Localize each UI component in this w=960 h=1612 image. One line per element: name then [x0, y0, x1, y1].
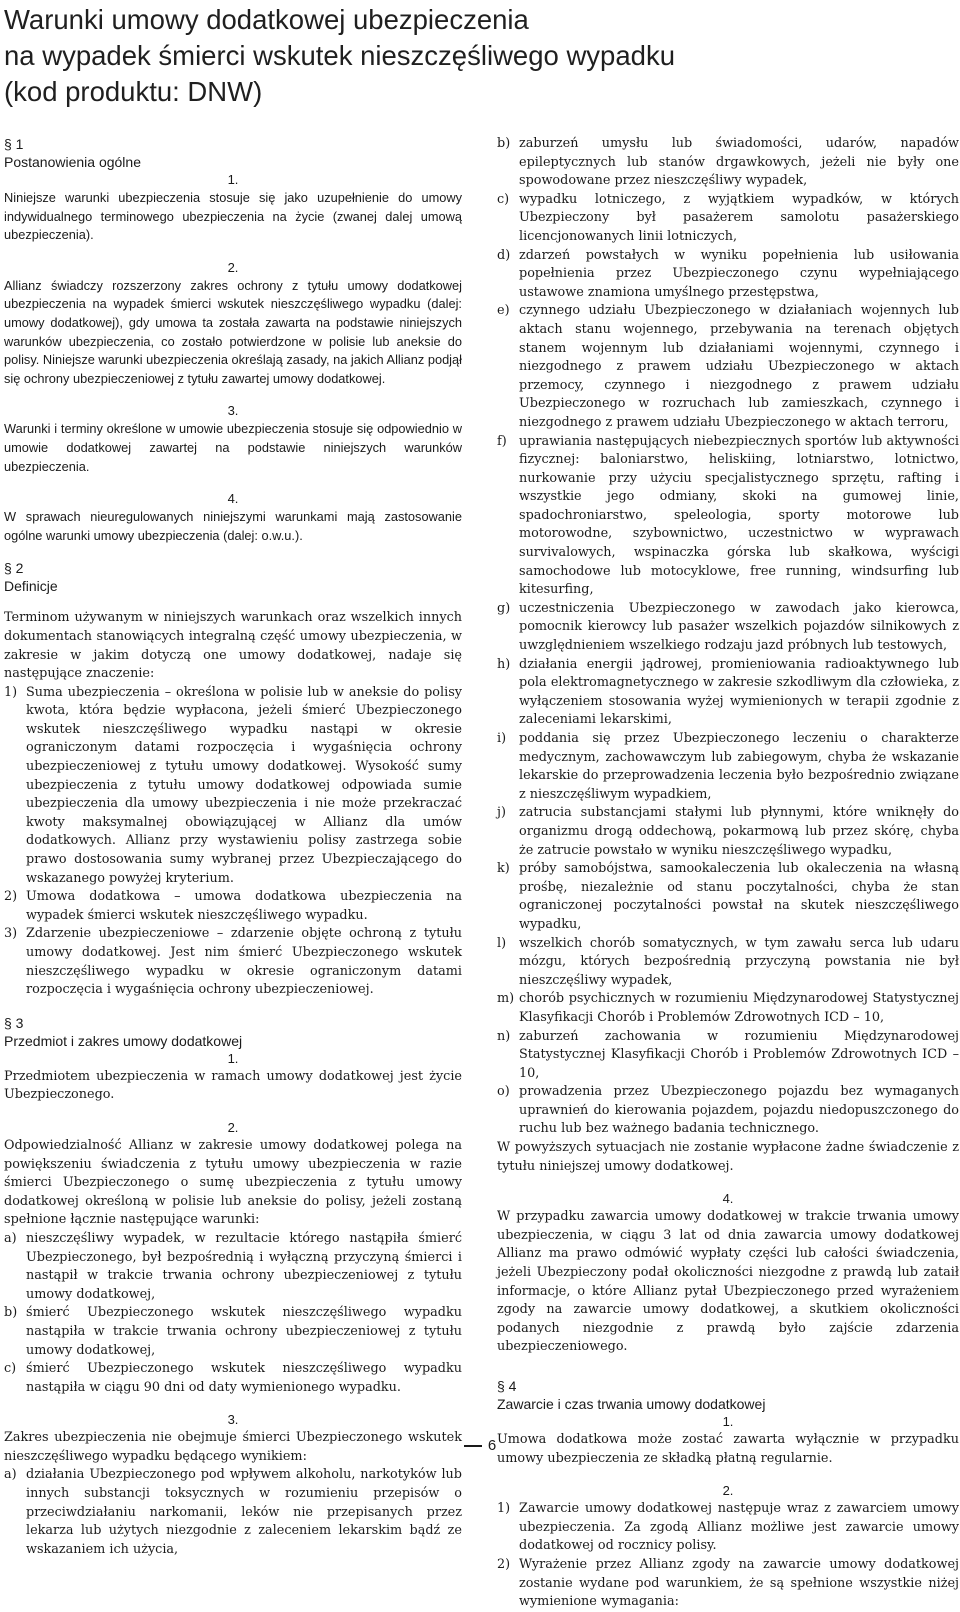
section-1-paragraph-1: Niniejsze warunki ubezpieczenia stosuje się jako uzupełnienie do umowy indywidualnego terminowego ubezpieczenia na życie (zwanej dalej umową ubezpieczenia). — [4, 190, 462, 243]
page-number: 6 — [487, 1437, 497, 1454]
item-text: Umowa dodatkowa – umowa dodatkowa ubezpieczenia na wypadek śmierci wskutek nieszczęśliwego wypadku. — [26, 889, 462, 923]
item-text: próby samobójstwa, samookaleczenia lub okaleczenia na własną prośbę, niezależnie od stanu poczytalności, chyba że stan ograniczonej poczytalności powstał na skutek nieszczęśliwego wypadku, — [519, 861, 959, 932]
condition-item — [4, 1360, 462, 1397]
section-4-number-2: 2. — [722, 1483, 734, 1499]
section-3-number-3: 3. — [227, 1412, 239, 1428]
exclusion-item — [497, 860, 959, 934]
exclusions-closing: W powyższych sytuacjach nie zostanie wypłacone żadne świadczenie z tytułu niniejszej umowy dodatkowej. — [497, 1140, 959, 1174]
item-text: zaburzeń zachowania w rozumieniu Międzynarodowej Statystycznej Klasyfikacji Chorób i Problemów Zdrowotnych ICD – 10, — [519, 1028, 959, 1081]
title-line-2: na wypadek śmierci wskutek nieszczęśliwego wypadku — [4, 40, 675, 71]
item-label: e) — [497, 303, 510, 319]
section-4-number-1: 1. — [722, 1414, 734, 1429]
right-column — [497, 135, 959, 1612]
section-4-title: Zawarcie i czas trwania umowy dodatkowej — [497, 1396, 766, 1412]
section-1-paragraph-2: Allianz świadczy rozszerzony zakres ochrony z tytułu umowy dodatkowej ubezpieczenia na wypadek śmierci wskutek nieszczęśliwego wypadku (dalej: umowy dodatkowej), gdy umowa ta została zawarta na podstawie niniejszych warunków ubezpieczenia, co zostało potwierdzone w polisie lub aneksie do polisy. Niniejsze warunki ubezpieczenia określają zasady, na jakich Allianz podjął się ochrony ubezpieczeniowej z tytułu zawartej umowy dodatkowej. — [4, 277, 462, 386]
section-4-paragraph-1: Umowa dodatkowa może zostać zawarta wyłącznie w przypadku umowy ubezpieczenia ze składką płatną regularnie. — [497, 1432, 959, 1466]
item-text: wypadku lotniczego, z wyjątkiem wypadków, w których Ubezpieczony był pasażerem samolotu pasażerskiego licencjonowanych linii lotniczych, — [519, 191, 959, 244]
item-text: nieszczęśliwy wypadek, w rezultacie którego nastąpiła śmierć Ubezpieczonego, był bezpośrednią i wyłączną przyczyną śmierci i nastąpił w trakcie trwania ochrony ubezpieczeniowej z tytułu umowy dodatkowej, — [26, 1230, 462, 1302]
item-label: 1) — [497, 1501, 511, 1517]
item-label: 3) — [4, 926, 18, 942]
item-text: poddania się przez Ubezpieczonego leczeniu o charakterze medycznym, zachowawczym lub zabiegowym, chyba że wskazanie lekarskie do przeprowadzenia leczenia było bezpośrednio związane z nieszczęśliwym wypadkiem, — [519, 731, 959, 802]
item-text: wszelkich chorób somatycznych, w tym zawału serca lub udaru mózgu, których bezpośrednią przyczyną powstania nie był nieszczęśliwy wypadek, — [519, 935, 959, 988]
section-3-title: Przedmiot i zakres umowy dodatkowej — [4, 1032, 243, 1049]
item-text: zaburzeń umysłu lub świadomości, udarów, napadów epileptycznych lub stanów drgawkowych, jeżeli nie były one spowodowane przez nieszczęśliwy wypadek, — [519, 136, 959, 189]
item-label: b) — [497, 136, 511, 151]
item-label: i) — [497, 731, 507, 746]
section-2-title: Definicje — [4, 578, 58, 595]
page-title — [4, 2, 944, 110]
item-text: prowadzenia przez Ubezpieczonego pojazdu bez wymaganych uprawnień do kierowania pojazdem, pojazdu niedopuszczonego do ruchu lub bez ważnego badania technicznego. — [519, 1084, 959, 1137]
item-label: m) — [497, 991, 515, 1007]
item-label: d) — [497, 247, 511, 263]
item-label: j) — [497, 805, 506, 821]
item-label: h) — [497, 656, 511, 672]
section-2-mark: § 2 — [4, 560, 24, 577]
exclusion-item — [497, 804, 959, 860]
exclusion-item — [497, 656, 959, 730]
item-label: b) — [4, 1305, 18, 1321]
section-4-mark: § 4 — [497, 1378, 517, 1394]
exclusion-item — [497, 990, 959, 1027]
item-text: zdarzeń powstałych w wyniku popełnienia lub usiłowania popełnienia przez Ubezpieczonego czynu wypełniającego ustawowe znamiona umyślnego przestępstwa, — [519, 247, 959, 300]
item-text: chorób psychicznych w rozumieniu Międzynarodowej Statystycznej Klasyfikacji Chorób i Problemów Zdrowotnych ICD – 10, — [519, 991, 959, 1025]
section-1-paragraph-4: W sprawach nieuregulowanych niniejszymi warunkami mają zastosowanie ogólne warunki umowy ubezpieczenia (dalej: o.w.u.). — [4, 509, 462, 543]
item-label: a) — [4, 1230, 17, 1246]
title-line-1: Warunki umowy dodatkowej ubezpieczenia — [4, 4, 529, 35]
section-3-mark: § 3 — [4, 1014, 24, 1031]
exclusion-item — [497, 135, 959, 191]
section-3-number-4: 4. — [722, 1191, 734, 1207]
item-label: g) — [497, 600, 511, 616]
section-1-number-2: 2. — [227, 259, 239, 275]
section-1-title: Postanowienia ogólne — [4, 154, 141, 170]
item-label: f) — [497, 433, 507, 449]
item-label: o) — [497, 1084, 510, 1100]
section-1-number-4: 4. — [227, 491, 239, 507]
title-line-3: (kod produktu: DNW) — [4, 76, 263, 107]
section-1-number-1: 1. — [227, 172, 239, 187]
footer-dash — [464, 1445, 482, 1447]
item-text: Wyrażenie przez Allianz zgody na zawarcie umowy dodatkowej zostanie wydane pod warunkiem, że są spełnione wszystkie niżej wymienione wymagania: — [519, 1556, 959, 1610]
section-1-paragraph-3: Warunki i terminy określone w umowie ubezpieczenia stosuje się odpowiednio w umowie dodatkowej zawartej na podstawie niniejszych warunków ubezpieczenia. — [4, 421, 462, 474]
item-text: uprawiania następujących niebezpiecznych sportów lub aktywności fizycznej: baloniarstwo, heliskiing, lotniarstwo, lotnictwo, nurkowanie przy użyciu specjalistycznego sprzętu, rafting i wszystkie jego odmiany, skoki na gumowej linie, spadochroniarstwo, speleologia, sporty motorowe lub motorowodne, szybownictwo, uczestnictwo w wyprawach survivalowych, wspinaczka górska lub skałkowa, wyścigi samochodowe lub motocyklowe, free running, windsurfing lub kitesurfing, — [519, 433, 959, 598]
condition-item — [4, 1230, 462, 1304]
exclusion-item — [4, 1466, 462, 1559]
item-text: uczestniczenia Ubezpieczonego w zawodach jako kierowca, pomocnik kierowcy lub pasażer wszelkich pojazdów silnikowych z uwzględnieniem wszelkiego rodzaju jazd próbnych lub testowych, — [519, 600, 959, 654]
section-3-paragraph-2: Odpowiedzialność Allianz w zakresie umowy dodatkowej polega na powiększeniu świadczenia z tytułu umowy ubezpieczenia w razie śmierci Ubezpieczonego o sumę ubezpieczenia z tytułu umowy dodatkowej określoną w polisie lub aneksie do polisy, jeżeli zostaną spełnione łącznie następujące warunki: — [4, 1137, 462, 1228]
item-label: 1) — [4, 684, 18, 700]
exclusion-item — [497, 433, 959, 600]
conclusion-item — [497, 1556, 959, 1612]
definition-item — [4, 684, 462, 889]
exclusion-item — [497, 302, 959, 432]
definition-item — [4, 888, 462, 925]
section-3-number-1: 1. — [227, 1050, 239, 1066]
left-column — [4, 135, 462, 1559]
item-text: Suma ubezpieczenia – określona w polisie lub w aneksie do polisy kwota, która będzie wypłacona, jeżeli śmierć Ubezpieczonego wskutek nieszczęśliwego wypadku nastąpi w okresie ograniczonym datami rozpoczęcia i wygaśnięcia ochrony ubezpieczeniowej z tytułu umowy dodatkowej. Wysokość sumy ubezpieczenia z tytułu umowy dodatkowej odpowiada sumie ubezpieczenia dla umowy ubezpieczenia i nie może przekraczać kwoty maksymalnej obowiązującej w Allianz dla umów dodatkowych. Allianz przy wystawieniu polisy zastrzega sobie prawo dostosowania sumy wybranej przez Ubezpieczającego do wskazanego powyżej kryterium. — [26, 684, 462, 886]
item-label: k) — [497, 861, 510, 877]
item-text: Zawarcie umowy dodatkowej następuje wraz z zawarciem umowy ubezpieczenia. Za zgodą Allianz możliwe jest zawarcie umowy dodatkowej od rocznicy polisy. — [519, 1501, 959, 1554]
exclusion-item — [497, 1028, 959, 1084]
item-text: działania Ubezpieczonego pod wpływem alkoholu, narkotyków lub innych substancji toksycznych w rozumieniu przepisów o przeciwdziałaniu narkomanii, leków nie przepisanych przez lekarza lub użytych niezgodnie z zaleceniem lekarskim bądź ze wskazaniem ich użycia, — [26, 1467, 462, 1557]
section-2-intro: Terminom używanym w niniejszych warunkach oraz wszelkich innych dokumentach stanowiących integralną część umowy ubezpieczenia, w zakresie w jakim dotyczą one umowy dodatkowej, nadaje się następujące znaczenie: — [4, 610, 462, 682]
item-label: a) — [4, 1467, 17, 1483]
item-label: 2) — [497, 1556, 511, 1572]
definition-item — [4, 925, 462, 999]
item-label: c) — [4, 1361, 17, 1377]
item-label: n) — [497, 1028, 511, 1044]
item-label: l) — [497, 935, 507, 951]
section-3-number-2: 2. — [227, 1119, 239, 1135]
item-text: śmierć Ubezpieczonego wskutek nieszczęśliwego wypadku nastąpiła w trakcie trwania ochrony ubezpieczeniowej z tytułu umowy dodatkowej, — [26, 1305, 462, 1358]
exclusion-item — [497, 935, 959, 991]
item-text: czynnego udziału Ubezpieczonego w działaniach wojennych lub aktach stanu wojennego, przebywania na terenach objętych stanem wojennym lub działaniami wojennymi, czynnego i niezgodnego z prawem udziału Ubezpieczonego w aktach przemocy, czynnego i niezgodnego z prawem udziału Ubezpieczonego w rozruchach lub zamieszkach, czynnego i niezgodnego z prawem udziału Ubezpieczonego w aktach terroru, — [519, 303, 959, 430]
item-text: Zdarzenie ubezpieczeniowe – zdarzenie objęte ochroną z tytułu umowy dodatkowej. Jest nim śmierć Ubezpieczonego wskutek nieszczęśliwego wypadku w okresie ograniczonym datami rozpoczęcia i wygaśnięcia ochrony ubezpieczeniowej. — [26, 926, 462, 998]
section-3-paragraph-1: Przedmiotem ubezpieczenia w ramach umowy dodatkowej jest życie Ubezpieczonego. — [4, 1068, 462, 1103]
section-1-mark: § 1 — [4, 136, 24, 152]
exclusion-item — [497, 191, 959, 247]
page-footer — [0, 1436, 960, 1456]
exclusion-item — [497, 1083, 959, 1139]
exclusion-item — [497, 730, 959, 804]
exclusion-item — [497, 247, 959, 303]
section-1-number-3: 3. — [227, 403, 239, 419]
item-label: c) — [497, 191, 510, 207]
exclusion-item — [497, 600, 959, 656]
conclusion-item — [497, 1500, 959, 1556]
item-text: działania energii jądrowej, promieniowania radioaktywnego lub pola elektromagnetycznego w zakresie szkodliwym dla człowieka, z wyłączeniem stosowania wyżej wymienionych w terapii zgodnie z zaleceniami lekarskimi, — [519, 656, 959, 728]
item-label: 2) — [4, 889, 18, 905]
section-3-paragraph-4: W przypadku zawarcia umowy dodatkowej w trakcie trwania umowy ubezpieczenia, w ciągu 3 lat od dnia zawarcia umowy dodatkowej Allianz ma prawo odmówić wypłaty części lub całości świadczenia, jeżeli Ubezpieczony podał okoliczności niezgodne z prawdą lub zataił informacje, o które Allianz pytał Ubezpieczonego przed wyrażeniem zgody na zawarcie umowy dodatkowej, a skutkiem okoliczności podanych niezgodnie z prawdą było zajście zdarzenia ubezpieczeniowego. — [497, 1209, 959, 1355]
condition-item — [4, 1304, 462, 1360]
section-3-paragraph-3: Zakres ubezpieczenia nie obejmuje śmierci Ubezpieczonego wskutek nieszczęśliwego wypadku będącego wynikiem: — [4, 1430, 462, 1464]
item-text: zatrucia substancjami stałymi lub płynnymi, które wniknęły do organizmu drogą oddechową, pokarmową lub przez skórę, chyba że zatrucie powstało w wyniku nieszczęśliwego wypadku, — [519, 805, 959, 858]
item-text: śmierć Ubezpieczonego wskutek nieszczęśliwego wypadku nastąpiła w ciągu 90 dni od daty wymienionego wypadku. — [26, 1361, 462, 1395]
